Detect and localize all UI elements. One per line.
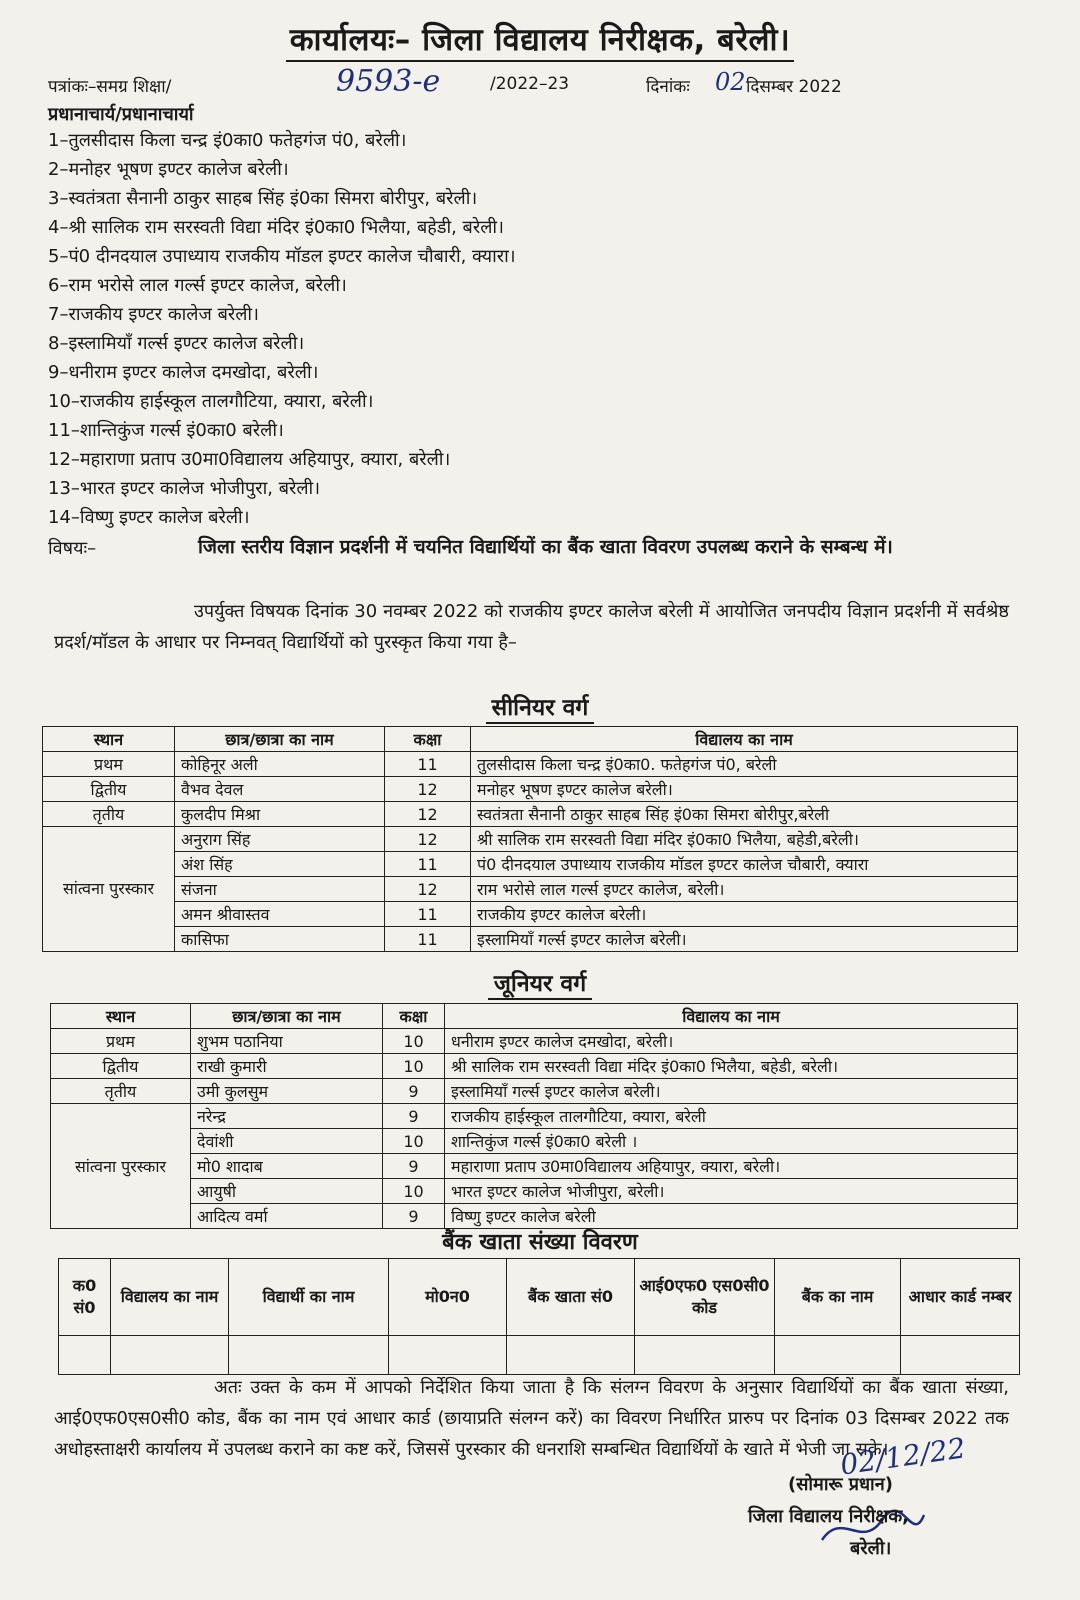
header-cell: आधार कार्ड नम्बर (901, 1259, 1020, 1336)
table-header-row (43, 727, 1018, 752)
student-name-cell: शुभम पठानिया (191, 1029, 383, 1054)
signatory-place: बरेली। (850, 1538, 892, 1559)
class-cell: 11 (385, 752, 471, 777)
student-name-cell: उमी कुलसुम (191, 1079, 383, 1104)
rank-cell: द्वितीय (51, 1054, 191, 1079)
rank-cell: सांत्वना पुरस्कार (51, 1104, 191, 1229)
school-list (48, 126, 1048, 532)
table-row (43, 927, 1018, 952)
table-row (51, 1204, 1018, 1229)
class-cell: 12 (385, 802, 471, 827)
school-list-item: 12–महाराणा प्रताप उ0मा0विद्यालय अहियापुर, क्यारा, बरेली। (48, 449, 451, 470)
header-cell: मो0न0 (389, 1259, 507, 1336)
class-cell: 9 (383, 1104, 445, 1129)
class-cell: 9 (383, 1204, 445, 1229)
table-row (51, 1054, 1018, 1079)
table-row (51, 1179, 1018, 1204)
rank-cell: प्रथम (43, 752, 175, 777)
header-cell: स्थान (51, 1004, 191, 1029)
class-cell: 11 (385, 902, 471, 927)
date-label: दिनांकः (646, 77, 690, 97)
header-cell: कक्षा (383, 1004, 445, 1029)
table-row (51, 1129, 1018, 1154)
student-name-cell: अमन श्रीवास्तव (175, 902, 385, 927)
bank-details-table (58, 1258, 1020, 1375)
school-list-item: 9–धनीराम इण्टर कालेज दमखोदा, बरेली। (48, 362, 319, 383)
class-cell: 12 (385, 777, 471, 802)
signatory-designation: जिला विद्यालय निरीक्षक, (748, 1506, 909, 1527)
school-list-item: 8–इस्लामियाँ गर्ल्स इण्टर कालेज बरेली। (48, 333, 305, 354)
school-list-item: 1–तुलसीदास किला चन्द्र इं0का0 फतेहगंज पं0, बरेली। (48, 130, 407, 151)
school-name-cell: मनोहर भूषण इण्टर कालेज बरेली। (471, 777, 1018, 802)
rank-cell: तृतीय (51, 1079, 191, 1104)
header-cell: बैंक खाता सं0 (507, 1259, 635, 1336)
rank-cell: द्वितीय (43, 777, 175, 802)
school-name-cell: महाराणा प्रताप उ0मा0विद्यालय अहियापुर, क्यारा, बरेली। (445, 1154, 1018, 1179)
date-month-year: दिसम्बर 2022 (746, 77, 842, 97)
table-row (51, 1029, 1018, 1054)
signatory-name: (सोमारू प्रधान) (788, 1474, 893, 1495)
student-name-cell: कासिफा (175, 927, 385, 952)
student-name-cell: अंश सिंह (175, 852, 385, 877)
school-name-cell: विष्णु इण्टर कालेज बरेली (445, 1204, 1018, 1229)
school-list-item: 10–राजकीय हाईस्कूल तालगौटिया, क्यारा, बरेली। (48, 391, 374, 412)
student-name-cell: आयुषी (191, 1179, 383, 1204)
header-cell: क0 सं0 (59, 1259, 111, 1336)
student-name-cell: देवांशी (191, 1129, 383, 1154)
class-cell: 11 (385, 852, 471, 877)
subject-label: विषयः– (48, 538, 97, 559)
student-name-cell: कुलदीप मिश्रा (175, 802, 385, 827)
student-name-cell: नरेन्द्र (191, 1104, 383, 1129)
school-name-cell: भारत इण्टर कालेज भोजीपुरा, बरेली। (445, 1179, 1018, 1204)
class-cell: 12 (385, 827, 471, 852)
student-name-cell: मो0 शादाब (191, 1154, 383, 1179)
closing-paragraph: अतः उक्त के कम में आपको निर्देशित किया जाता है कि संलग्न विवरण के अनुसार विद्यार्थियों का बैंक खाता संख्या, आई0एफ0एस0सी0 कोड, बैंक का नाम एवं आधार कार्ड (छायाप्रति संलग्न करें) का विवरण निर्धारित प्रारुप पर दिनांक 03 दिसम्बर 2022 तक अधोहस्ताक्षरी कार्यालय में उपलब्ध कराने का कष्ट करें, जिससें पुरस्कार की धनराशि सम्बन्धित विद्यार्थियों के खाते में भेजी जा सके। (54, 1377, 1009, 1460)
office-title: कार्यालयः– जिला विद्यालय निरीक्षक, बरेली। (0, 18, 1080, 60)
school-name-cell: श्री सालिक राम सरस्वती विद्या मंदिर इं0का0 भिलैया, बहेडी,बरेली। (471, 827, 1018, 852)
school-name-cell: पं0 दीनदयाल उपाध्याय राजकीय मॉडल इण्टर कालेज चौबारी, क्यारा (471, 852, 1018, 877)
school-list-item: 7–राजकीय इण्टर कालेज बरेली। (48, 304, 259, 325)
class-cell: 10 (383, 1129, 445, 1154)
table-row (43, 877, 1018, 902)
table-row (43, 777, 1018, 802)
table-row (51, 1079, 1018, 1104)
student-name-cell: आदित्य वर्मा (191, 1204, 383, 1229)
student-name-cell: अनुराग सिंह (175, 827, 385, 852)
school-name-cell: स्वतंत्रता सैनानी ठाकुर साहब सिंह इं0का सिमरा बोरीपुर,बरेली (471, 802, 1018, 827)
table-row (43, 902, 1018, 927)
school-list-item: 6–राम भरोसे लाल गर्ल्स इण्टर कालेज, बरेली। (48, 275, 347, 296)
table-header-row (51, 1004, 1018, 1029)
handwritten-date-day: 02 (715, 68, 746, 96)
school-name-cell: श्री सालिक राम सरस्वती विद्या मंदिर इं0का0 भिलैया, बहेडी, बरेली। (445, 1054, 1018, 1079)
ref-year: /2022–23 (490, 74, 570, 94)
intro-paragraph: उपर्युक्त विषयक दिनांक 30 नवम्बर 2022 को राजकीय इण्टर कालेज बरेली में आयोजित जनपदीय विज्ञान प्रदर्शनी में सर्वश्रेष्ठ प्रदर्श/मॉडल के आधार पर निम्नवत् विद्यार्थियों को पुरस्कृत किया गया है– (54, 601, 1009, 653)
school-list-item: 3–स्वतंत्रता सैनानी ठाकुर साहब सिंह इं0का सिमरा बोरीपुर, बरेली। (48, 188, 478, 209)
senior-section-title: सीनियर वर्ग (0, 690, 1080, 722)
header-cell: कक्षा (385, 727, 471, 752)
class-cell: 10 (383, 1054, 445, 1079)
header-cell: बैंक का नाम (775, 1259, 901, 1336)
class-cell: 10 (383, 1179, 445, 1204)
school-name-cell: राजकीय हाईस्कूल तालगौटिया, क्यारा, बरेली (445, 1104, 1018, 1129)
class-cell: 10 (383, 1029, 445, 1054)
school-name-cell: धनीराम इण्टर कालेज दमखोदा, बरेली। (445, 1029, 1018, 1054)
student-name-cell: कोहिनूर अली (175, 752, 385, 777)
table-row (43, 827, 1018, 852)
school-name-cell: इस्लामियाँ गर्ल्स इण्टर कालेज बरेली। (445, 1079, 1018, 1104)
school-list-item: 4–श्री सालिक राम सरस्वती विद्या मंदिर इं0का0 भिलैया, बहेडी, बरेली। (48, 217, 504, 238)
school-list-item: 14–विष्णु इण्टर कालेज बरेली। (48, 507, 250, 528)
school-list-item: 5–पं0 दीनदयाल उपाध्याय राजकीय मॉडल इण्टर कालेज चौबारी, क्यारा। (48, 246, 516, 267)
rank-cell: प्रथम (51, 1029, 191, 1054)
table-row (51, 1104, 1018, 1129)
class-cell: 12 (385, 877, 471, 902)
school-list-item: 11–शान्तिकुंज गर्ल्स इं0का0 बरेली। (48, 420, 284, 441)
school-list-item: 13–भारत इण्टर कालेज भोजीपुरा, बरेली। (48, 478, 321, 499)
junior-section-title: जूनियर वर्ग (0, 966, 1080, 998)
rank-cell: सांत्वना पुरस्कार (43, 827, 175, 952)
table-row (51, 1154, 1018, 1179)
table-header-row (59, 1259, 1020, 1336)
header-cell: स्थान (43, 727, 175, 752)
school-name-cell: तुलसीदास किला चन्द्र इं0का0. फतेहगंज पं0, बरेली (471, 752, 1018, 777)
header-cell: विद्यालय का नाम (445, 1004, 1018, 1029)
reference-line (48, 64, 1048, 102)
school-name-cell: शान्तिकुंज गर्ल्स इं0का0 बरेली । (445, 1129, 1018, 1154)
class-cell: 9 (383, 1154, 445, 1179)
student-name-cell: वैभव देवल (175, 777, 385, 802)
school-name-cell: राजकीय इण्टर कालेज बरेली। (471, 902, 1018, 927)
rank-cell: तृतीय (43, 802, 175, 827)
student-name-cell: राखी कुमारी (191, 1054, 383, 1079)
header-cell: विद्यालय का नाम (111, 1259, 229, 1336)
header-cell: छात्र/छात्रा का नाम (191, 1004, 383, 1029)
empty-table-row (59, 1336, 1020, 1375)
table-row (43, 852, 1018, 877)
header-cell: छात्र/छात्रा का नाम (175, 727, 385, 752)
class-cell: 11 (385, 927, 471, 952)
header-cell: आई0एफ0 एस0सी0 कोड (635, 1259, 775, 1336)
senior-awards-table (42, 726, 1018, 952)
ref-prefix: पत्रांकः–समग्र शिक्षा/ (48, 77, 172, 97)
school-name-cell: राम भरोसे लाल गर्ल्स इण्टर कालेज, बरेली। (471, 877, 1018, 902)
header-cell: विद्यालय का नाम (471, 727, 1018, 752)
class-cell: 9 (383, 1079, 445, 1104)
addressee: प्रधानाचार्य/प्रधानाचार्या (48, 104, 194, 125)
student-name-cell: संजना (175, 877, 385, 902)
junior-awards-table (50, 1003, 1018, 1229)
school-name-cell: इस्लामियाँ गर्ल्स इण्टर कालेज बरेली। (471, 927, 1018, 952)
handwritten-signature-date: 02/12/22 (838, 1431, 968, 1482)
school-list-item: 2–मनोहर भूषण इण्टर कालेज बरेली। (48, 159, 289, 180)
table-row (43, 802, 1018, 827)
subject-text: जिला स्तरीय विज्ञान प्रदर्शनी में चयनित विद्यार्थियों का बैंक खाता विवरण उपलब्ध कराने के सम्बन्ध में। (198, 536, 893, 558)
table-row (43, 752, 1018, 777)
bank-section-title: बैंक खाता संख्या विवरण (442, 1230, 638, 1255)
handwritten-ref-number: 9593-e (336, 64, 441, 99)
header-cell: विद्यार्थी का नाम (229, 1259, 389, 1336)
